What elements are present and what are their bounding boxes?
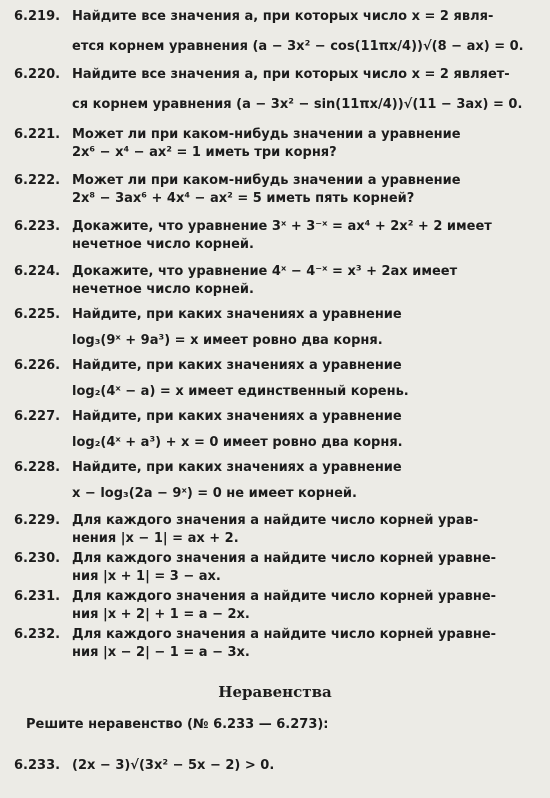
problem-text-line: Может ли при каком-нибудь значении a уравнение (72, 127, 461, 142)
problem-6-221 (14, 126, 542, 162)
problem-text-line: Для каждого значения a найдите число корней уравне- (72, 551, 497, 566)
section-heading: Неравенства (218, 683, 332, 701)
problem-text-line: Найдите, при каких значениях a уравнение (72, 358, 402, 373)
problem-text-line: Найдите, при каких значениях a уравнение (72, 409, 402, 424)
problem-6-224 (14, 263, 542, 299)
problem-6-225 (14, 306, 542, 350)
problem-text-line: ния |x + 1| = 3 − ax. (72, 569, 221, 584)
problem-number: 6.231. (14, 589, 61, 604)
problem-number: 6.220. (14, 67, 61, 82)
problem-6-226 (14, 357, 542, 401)
problem-text-line: Найдите все значения a, при которых число x = 2 являет- (72, 67, 510, 82)
problem-number: 6.228. (14, 460, 61, 475)
problem-number: 6.233. (14, 758, 61, 773)
problem-6-229 (14, 512, 542, 548)
problem-text-line: Для каждого значения a найдите число корней уравне- (72, 589, 497, 604)
problem-number: 6.219. (14, 9, 61, 24)
problem-number: 6.232. (14, 627, 61, 642)
problem-text-line: Найдите все значения a, при которых число x = 2 явля- (72, 9, 494, 24)
problem-text-line: Для каждого значения a найдите число корней урав- (72, 513, 479, 528)
problem-6-230 (14, 550, 542, 586)
problem-6-223 (14, 218, 542, 254)
problem-text-line: 2x⁸ − 3ax⁶ + 4x⁴ − ax² = 5 иметь пять корней? (72, 191, 415, 206)
problem-6-233 (14, 757, 542, 775)
section-intro: Решите неравенство (№ 6.233 — 6.273): (26, 717, 329, 732)
problem-6-220 (14, 66, 542, 114)
problem-text-line: Может ли при каком-нибудь значении a уравнение (72, 173, 461, 188)
problem-text-line: Найдите, при каких значениях a уравнение (72, 307, 402, 322)
problem-number: 6.222. (14, 173, 61, 188)
problem-text-line: Для каждого значения a найдите число корней уравне- (72, 627, 497, 642)
problem-6-231 (14, 588, 542, 624)
problem-text-line: (2x − 3)√(3x² − 5x − 2) > 0. (72, 758, 275, 773)
problem-6-227 (14, 408, 542, 452)
problem-text-line: x − log₃(2a − 9ˣ) = 0 не имеет корней. (72, 486, 357, 501)
problem-text-line: log₂(4ˣ + a³) + x = 0 имеет ровно два корня. (72, 435, 403, 450)
problem-text-line: нечетное число корней. (72, 237, 254, 252)
problem-text-line: ется корнем уравнения (a − 3x² − cos(11πx/4))√(8 − ax) = 0. (72, 39, 524, 54)
problem-text-line: Докажите, что уравнение 3ˣ + 3⁻ˣ = ax⁴ + 2x² + 2 имеет (72, 219, 492, 234)
problem-text-line: Докажите, что уравнение 4ˣ − 4⁻ˣ = x³ + 2ax имеет (72, 264, 458, 279)
problem-number: 6.221. (14, 127, 61, 142)
problem-text-line: ния |x + 2| + 1 = a − 2x. (72, 607, 250, 622)
problem-number: 6.230. (14, 551, 61, 566)
problem-text-line: Найдите, при каких значениях a уравнение (72, 460, 402, 475)
problem-6-222 (14, 172, 542, 208)
problem-number: 6.229. (14, 513, 61, 528)
problem-number: 6.225. (14, 307, 61, 322)
problem-6-219 (14, 8, 542, 56)
problem-number: 6.226. (14, 358, 61, 373)
problem-text-line: 2x⁶ − x⁴ − ax² = 1 иметь три корня? (72, 145, 337, 160)
problem-number: 6.223. (14, 219, 61, 234)
problem-number: 6.224. (14, 264, 61, 279)
problem-6-232 (14, 626, 542, 662)
problem-text-line: log₂(4ˣ − a) = x имеет единственный корень. (72, 384, 409, 399)
problem-text-line: ся корнем уравнения (a − 3x² − sin(11πx/4))√(11 − 3ax) = 0. (72, 97, 523, 112)
problem-text-line: нечетное число корней. (72, 282, 254, 297)
problem-text-line: ния |x − 2| − 1 = a − 3x. (72, 645, 250, 660)
problem-text-line: нения |x − 1| = ax + 2. (72, 531, 239, 546)
problem-number: 6.227. (14, 409, 61, 424)
problem-text-line: log₃(9ˣ + 9a³) = x имеет ровно два корня. (72, 333, 383, 348)
problem-6-228 (14, 459, 542, 503)
